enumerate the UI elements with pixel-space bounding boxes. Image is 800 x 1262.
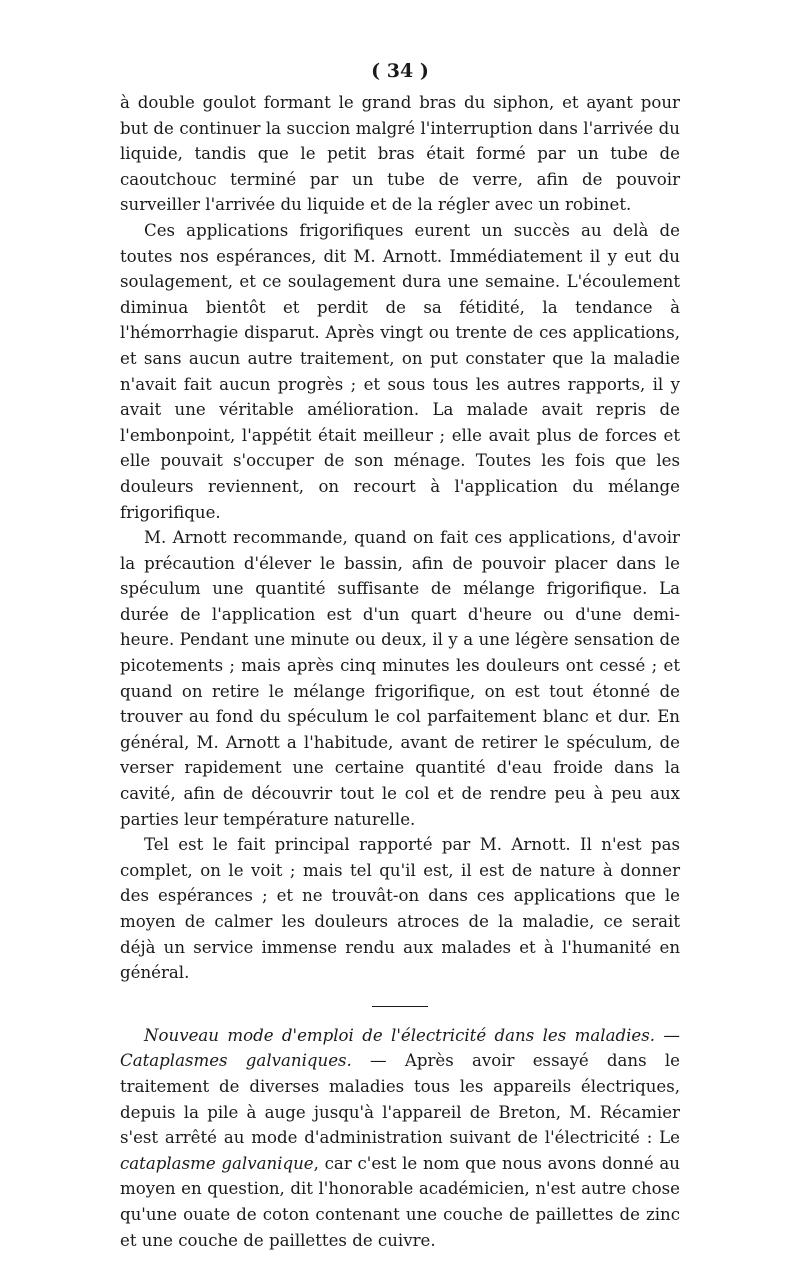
paragraph-frigorific-results: Ces applications frigorifiques eurent un succès au delà de toutes nos espérances, dit M. Arnott. Immédiatement il y eut du soulagement, et ce soulagement dura une semaine. L'écoulement diminua bientôt et perdit de sa fétidité, la tendance à l'hémorrhagie disparut. Après vingt ou trente de ces applications, et sans aucun autre traitement, on put constater que la maladie n'avait fait aucun progrès ; et sous tous les autres rapports, il y avait une véritable amélioration. La malade avait repris de l'embonpoint, l'appétit était meilleur ; elle avait plus de forces et elle pouvait s'occuper de son ménage. Toutes les fois que les douleurs reviennent, on recourt à l'application du mélange frigorifique. [120, 220, 680, 522]
paragraph-galvanic-section [120, 1023, 680, 1253]
paragraph-conclusion: Tel est le fait principal rapporté par M. Arnott. Il n'est pas complet, on le voit ; mais tel qu'il est, il est de nature à donner des espérances ; et ne trouvât-on dans ces applications que le moyen de calmer les douleurs atroces de la maladie, ce serait déjà un service immense rendu aux malades et à l'humanité en général. [120, 835, 680, 983]
paragraph-siphon-continuation: à double goulot formant le grand bras du siphon, et ayant pour but de continuer la succion malgré l'interruption dans l'arrivée du liquide, tandis que le petit bras était formé par un tube de caoutchouc terminé par un tube de verre, afin de pouvoir surveiller l'arrivée du liquide et de la régler avec un robinet. [120, 93, 680, 215]
paragraph-application-method: M. Arnott recommande, quand on fait ces applications, d'avoir la précaution d'élever le bassin, afin de pouvoir placer dans le spéculum une quantité suffisante de mélange frigorifique. La durée de l'application est d'un quart d'heure ou d'une demi-heure. Pendant une minute ou deux, il y a une légère sensation de picotements ; mais après cinq minutes les douleurs ont cessé ; et quand on retire le mélange frigorifique, on est tout étonné de trouver au fond du spéculum le col parfaitement blanc et dur. En général, M. Arnott a l'habitude, avant de retirer le spéculum, de verser rapidement une certaine quantité d'eau froide dans la cavité, afin de découvrir tout le col et de rendre peu à peu aux parties leur température naturelle. [120, 528, 680, 829]
section-term: cataplasme galvanique [120, 1153, 314, 1173]
section-divider [372, 1006, 428, 1007]
book-page [120, 58, 680, 1253]
section-heading: Nouveau mode d'emploi de l'électricité dans les maladies. — Cataplasmes galvaniques. [120, 1025, 680, 1071]
section-text-before-term: — Après avoir essayé dans le traitement de diverses maladies tous les appareils électriques, depuis la pile à auge jusqu'à l'appareil de Breton, M. Récamier s'est arrêté au mode d'administration suivant de l'électricité : Le [120, 1051, 680, 1148]
page-number: ( 34 ) [371, 60, 429, 82]
section-text-after-term: , car c'est le nom que nous avons donné au moyen en question, dit l'honorable académicien, n'est autre chose qu'une ouate de coton contenant une couche de paillettes de zinc et une couche de paillettes de cuivre. [120, 1153, 680, 1250]
